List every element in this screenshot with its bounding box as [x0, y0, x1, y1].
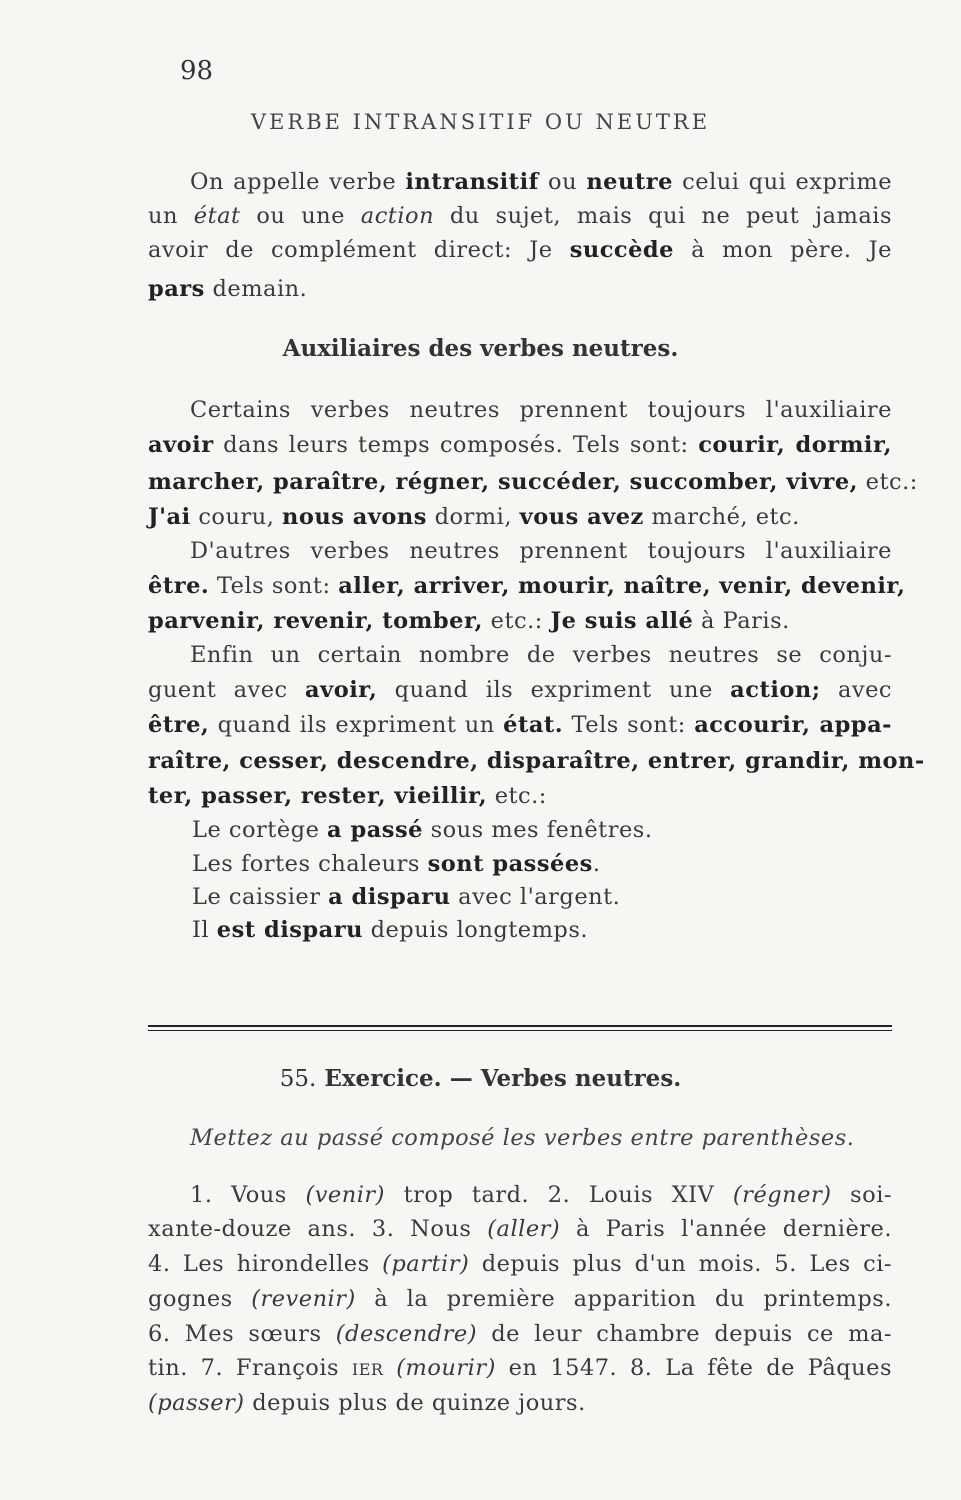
example-line-4: Il est disparu depuis longtemps. [192, 917, 589, 943]
p3-line-4: raître, cesser, descendre, disparaître, entrer, grandir, mon- [148, 748, 925, 774]
p1-line-4: J'ai couru, nous avons dormi, vous avez marché, etc. [148, 504, 800, 530]
p2-line-2: être. Tels sont: aller, arriver, mourir, naître, venir, devenir, [148, 573, 906, 599]
p3-line-5: ter, passer, rester, vieillir, etc.: [148, 783, 547, 809]
exercise-title: Exercice. — Verbes neutres. [324, 1065, 682, 1092]
exercise-line-2: xante-douze ans. 3. Nous (aller) à Paris l'année dernière. [148, 1216, 892, 1242]
example-line-3: Le caissier a disparu avec l'argent. [192, 884, 621, 910]
p1-line-2: avoir dans leurs temps composés. Tels sont: courir, dormir, [148, 432, 892, 458]
p2-line-3: parvenir, revenir, tomber, etc.: Je suis allé à Paris. [148, 608, 790, 634]
exercise-line-7: (passer) depuis plus de quinze jours. [148, 1390, 586, 1416]
p2-line-1: D'autres verbes neutres prennent toujours l'auxiliaire [190, 538, 892, 564]
definition-line-4: pars demain. [148, 276, 308, 302]
definition-line-1: On appelle verbe intransitif ou neutre celui qui exprime [190, 169, 893, 195]
exercise-number: 55. [279, 1066, 317, 1092]
definition-line-2: un état ou une action du sujet, mais qui ne peut jamais [148, 203, 892, 229]
p1-line-1: Certains verbes neutres prennent toujours l'auxiliaire [190, 397, 892, 423]
subheading: Auxiliaires des verbes neutres. [282, 335, 679, 362]
p1-line-3: marcher, paraître, régner, succéder, succomber, vivre, etc.: [148, 469, 918, 495]
exercise-heading [0, 1065, 961, 1092]
exercise-line-4: gognes (revenir) à la première apparition du printemps. [148, 1286, 892, 1312]
exercise-line-5: 6. Mes sœurs (descendre) de leur chambre depuis ce ma- [148, 1321, 892, 1347]
exercise-instruction: Mettez au passé composé les verbes entre parenthèses. [190, 1125, 855, 1151]
page-number: 98 [180, 56, 214, 86]
exercise-line-3: 4. Les hirondelles (partir) depuis plus d'un mois. 5. Les ci- [148, 1251, 893, 1277]
divider-rule-top [148, 1025, 892, 1027]
divider-rule-bottom [148, 1030, 892, 1031]
p3-line-2: guent avec avoir, quand ils expriment une action; avec [148, 677, 892, 703]
exercise-line-6: tin. 7. François ier (mourir) en 1547. 8. La fête de Pâques [148, 1355, 893, 1381]
p3-line-1: Enfin un certain nombre de verbes neutres se conju- [190, 642, 892, 668]
example-line-2: Les fortes chaleurs sont passées. [192, 851, 601, 877]
p3-line-3: être, quand ils expriment un état. Tels sont: accourir, appa- [148, 712, 893, 738]
example-line-1: Le cortège a passé sous mes fenêtres. [192, 817, 653, 843]
exercise-line-1: 1. Vous (venir) trop tard. 2. Louis XIV (régner) soi- [190, 1182, 892, 1208]
definition-line-3: avoir de complément direct: Je succède à mon père. Je [148, 237, 892, 263]
section-title: VERBE INTRANSITIF OU NEUTRE [250, 110, 711, 134]
